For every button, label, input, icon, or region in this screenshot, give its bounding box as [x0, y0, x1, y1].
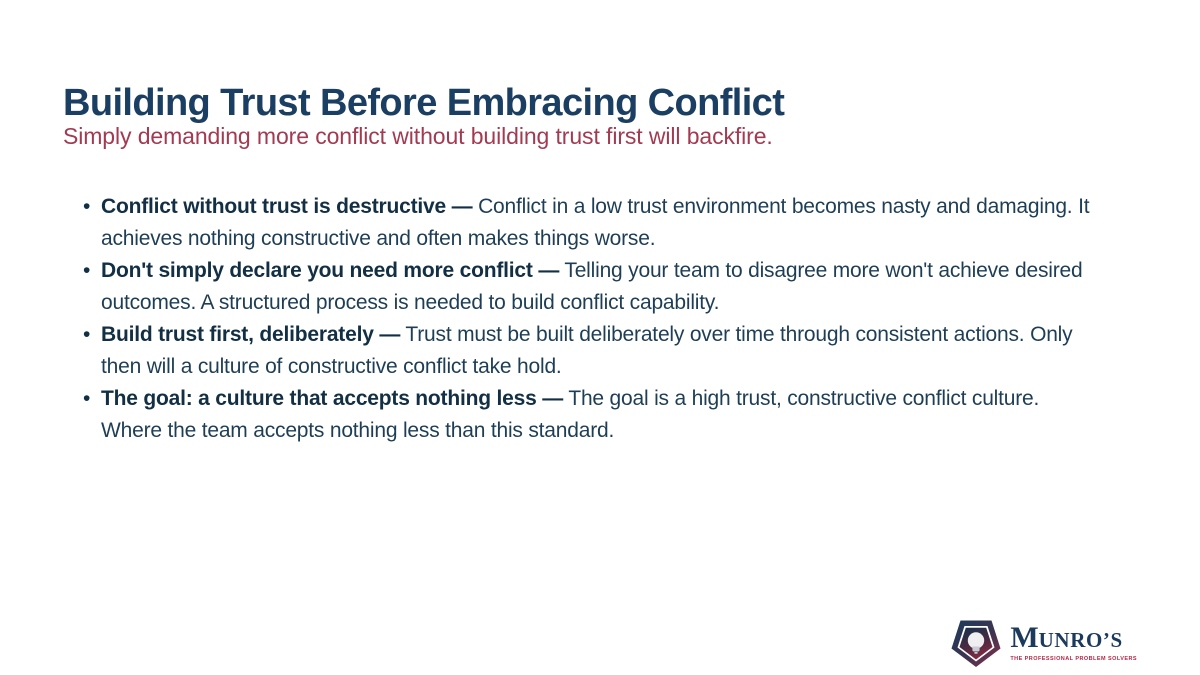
bullet-dash: — — [451, 195, 473, 218]
logo-rest: UNRO’S — [1038, 627, 1123, 652]
bullet-body: Conflict in a low trust environment becomes nasty and damaging. It achieves nothing constructive and often makes things worse. — [101, 195, 1090, 250]
lightbulb-pentagon-icon — [949, 616, 1003, 668]
bullet-lead: Conflict without trust is destructive — [101, 195, 446, 218]
bullet-body: Trust must be built deliberately over time through consistent actions. Only then will a culture of constructive conflict take hold. — [101, 323, 1073, 378]
bullet-body: Telling your team to disagree more won't achieve desired outcomes. A structured process is needed to build conflict capability. — [101, 259, 1083, 314]
logo-initial: M — [1010, 620, 1039, 654]
bullet-icon: • — [83, 195, 91, 218]
bullet-list — [63, 191, 1103, 447]
logo-tagline: THE PROFESSIONAL PROBLEM SOLVERS — [1010, 655, 1137, 662]
bullet-icon: • — [83, 323, 91, 346]
logo-wordmark — [1010, 620, 1137, 662]
list-item — [63, 191, 1103, 255]
bullet-lead: Build trust first, deliberately — [101, 323, 374, 346]
bullet-lead: Don't simply declare you need more conflict — [101, 259, 533, 282]
list-item — [63, 319, 1103, 383]
page-title: Building Trust Before Embracing Conflict — [63, 82, 785, 125]
bullet-dash: — — [542, 387, 564, 410]
bullet-icon: • — [83, 259, 91, 282]
bullet-dash: — — [379, 323, 401, 346]
bullet-icon: • — [83, 387, 91, 410]
list-item — [63, 383, 1103, 447]
bullet-lead: The goal: a culture that accepts nothing less — [101, 387, 537, 410]
page-subtitle: Simply demanding more conflict without building trust first will backfire. — [63, 123, 773, 149]
bullet-body: The goal is a high trust, constructive conflict culture. Where the team accepts nothing less than this standard. — [101, 387, 1040, 442]
bullet-dash: — — [538, 259, 560, 282]
brand-logo — [949, 616, 1137, 668]
list-item — [63, 255, 1103, 319]
logo-name — [1010, 620, 1137, 654]
